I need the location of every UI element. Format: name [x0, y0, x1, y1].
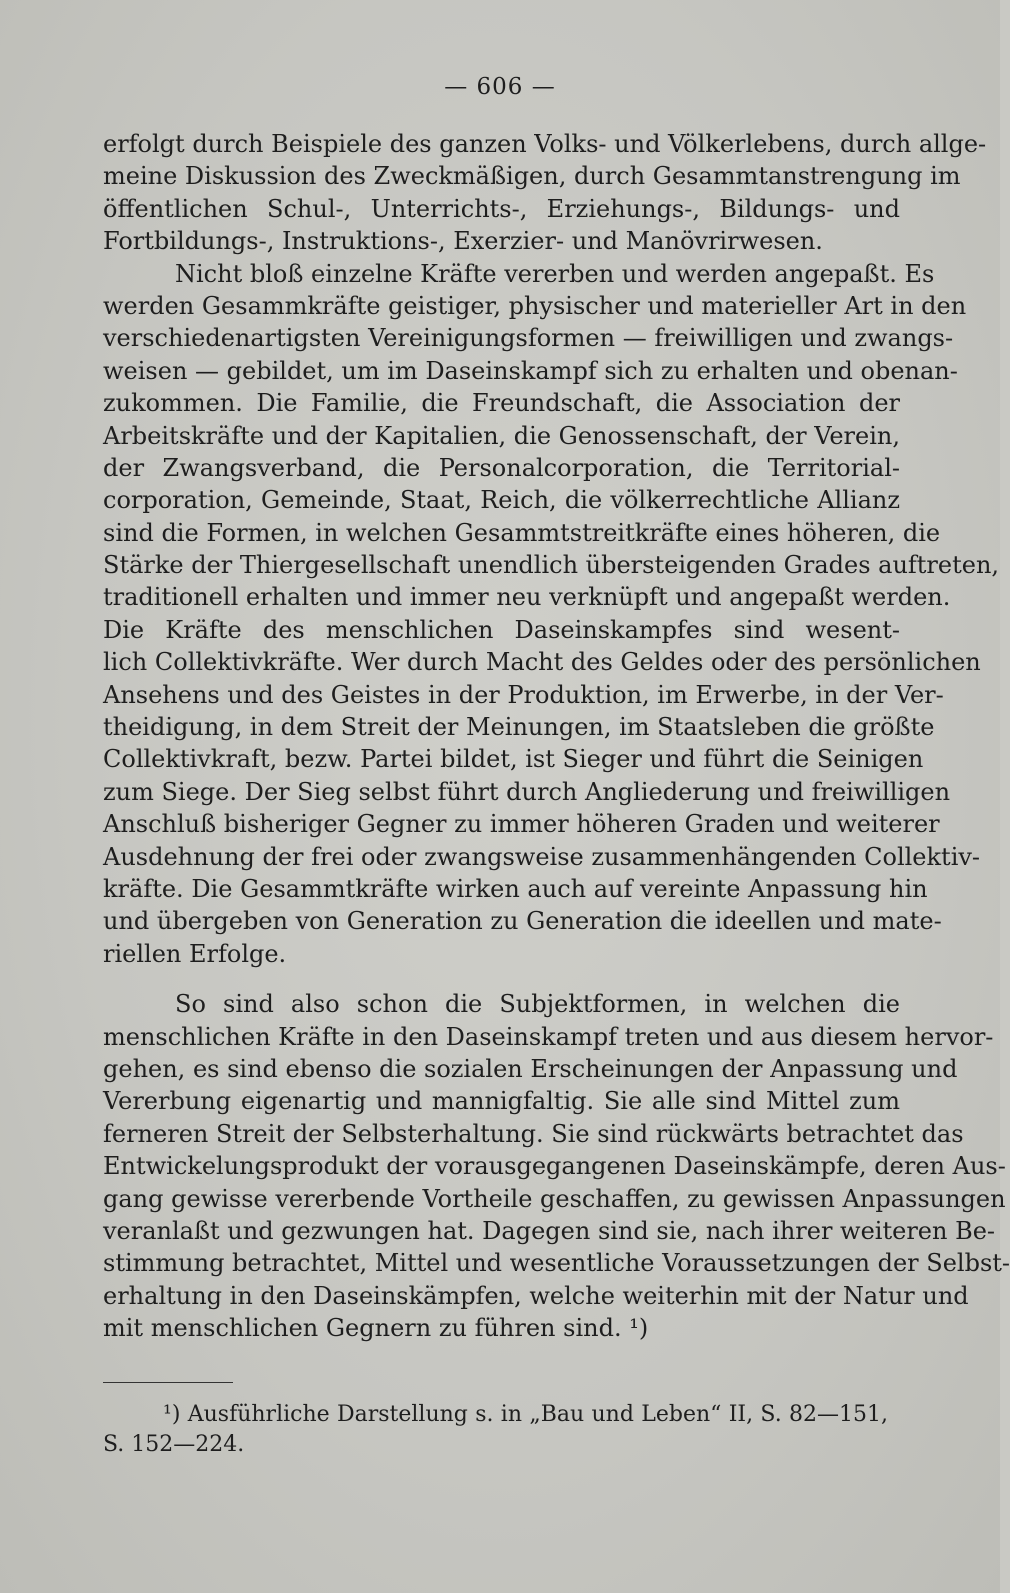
text-line: weisen — gebildet, um im Daseinskampf sich zu erhalten und obenan- — [103, 356, 958, 385]
text-line: veranlaßt und gezwungen hat. Dagegen sind sie, nach ihrer weiteren Be- — [103, 1216, 996, 1245]
text-line: Ansehens und des Geistes in der Produktion, im Erwerbe, in der Ver- — [103, 680, 944, 709]
footnote-line: S. 152—224. — [103, 1432, 245, 1457]
text-line: Entwickelungsprodukt der vorausgegangenen Daseinskämpfe, deren Aus- — [103, 1152, 1006, 1181]
text-line: lich Collektivkräfte. Wer durch Macht des Geldes oder des persönlichen — [103, 648, 981, 677]
text-line: Vererbung eigenartig und mannigfaltig. Sie alle sind Mittel zum — [103, 1087, 900, 1116]
text-line: zum Siege. Der Sieg selbst führt durch Angliederung und freiwilligen — [103, 777, 951, 806]
footnote — [103, 1400, 888, 1460]
paragraph-gap — [103, 970, 900, 988]
text-line: stimmung betrachtet, Mittel und wesentliche Voraussetzungen der Selbst- — [103, 1249, 1010, 1278]
text-line: Nicht bloß einzelne Kräfte vererben und werden angepaßt. Es — [175, 259, 935, 288]
text-line: mit menschlichen Gegnern zu führen sind. ¹) — [103, 1314, 649, 1343]
footnote-line: ¹) Ausführliche Darstellung s. in „Bau und Leben“ II, S. 82—151, — [163, 1402, 888, 1427]
text-line: So sind also schon die Subjektformen, in welchen die — [175, 990, 900, 1019]
text-line: corporation, Gemeinde, Staat, Reich, die völkerrechtliche Allianz — [103, 486, 900, 515]
text-line: zukommen. Die Familie, die Freundschaft, die Association der — [103, 389, 900, 418]
page-number: — 606 — — [444, 74, 556, 100]
text-line: gehen, es sind ebenso die sozialen Erscheinungen der Anpassung und — [103, 1054, 958, 1083]
text-line: menschlichen Kräfte in den Daseinskampf treten und aus diesem hervor- — [103, 1022, 994, 1051]
text-line: erfolgt durch Beispiele des ganzen Volks- und Völkerlebens, durch allge- — [103, 130, 987, 158]
text-line: Fortbildungs-, Instruktions-, Exerzier- und Manövrirwesen. — [103, 227, 823, 256]
text-line: Anschluß bisheriger Gegner zu immer höheren Graden und weiterer — [103, 810, 940, 839]
text-line: Ausdehnung der frei oder zwangsweise zusammenhängenden Collektiv- — [103, 842, 981, 871]
body-text — [103, 128, 1010, 1344]
text-line: der Zwangsverband, die Personalcorporation, die Territorial- — [103, 453, 900, 482]
text-line: sind die Formen, in welchen Gesammtstreitkräfte eines höheren, die — [103, 518, 941, 547]
text-line: theidigung, in dem Streit der Meinungen, im Staatsleben die größte — [103, 713, 935, 742]
text-line: Arbeitskräfte und der Kapitalien, die Genossenschaft, der Verein, — [103, 421, 900, 450]
text-line: Stärke der Thiergesellschaft unendlich übersteigenden Grades auftreten, — [103, 551, 1000, 580]
text-line: gang gewisse vererbende Vortheile geschaffen, zu gewissen Anpassungen — [103, 1184, 1006, 1213]
text-line: erhaltung in den Daseinskämpfen, welche weiterhin mit der Natur und — [103, 1281, 969, 1310]
text-line: werden Gesammkräfte geistiger, physischer und materieller Art in den — [103, 291, 967, 320]
text-line: riellen Erfolge. — [103, 939, 287, 968]
text-line: Collektivkraft, bezw. Partei bildet, ist Sieger und führt die Seinigen — [103, 745, 924, 774]
text-line: meine Diskussion des Zweckmäßigen, durch Gesammtanstrengung im — [103, 162, 961, 191]
text-line: ferneren Streit der Selbsterhaltung. Sie sind rückwärts betrachtet das — [103, 1119, 964, 1148]
text-line: verschiedenartigsten Vereinigungsformen — freiwilligen und zwangs- — [103, 324, 954, 353]
text-line: Die Kräfte des menschlichen Daseinskampfes sind wesent- — [103, 615, 900, 644]
text-line: kräfte. Die Gesammtkräfte wirken auch auf vereinte Anpassung hin — [103, 874, 928, 903]
text-line: traditionell erhalten und immer neu verknüpft und angepaßt werden. — [103, 583, 951, 612]
text-line: öffentlichen Schul-, Unterrichts-, Erziehungs-, Bildungs- und — [103, 194, 900, 223]
footnote-rule — [103, 1382, 233, 1383]
text-line: und übergeben von Generation zu Generation die ideellen und mate- — [103, 907, 942, 936]
